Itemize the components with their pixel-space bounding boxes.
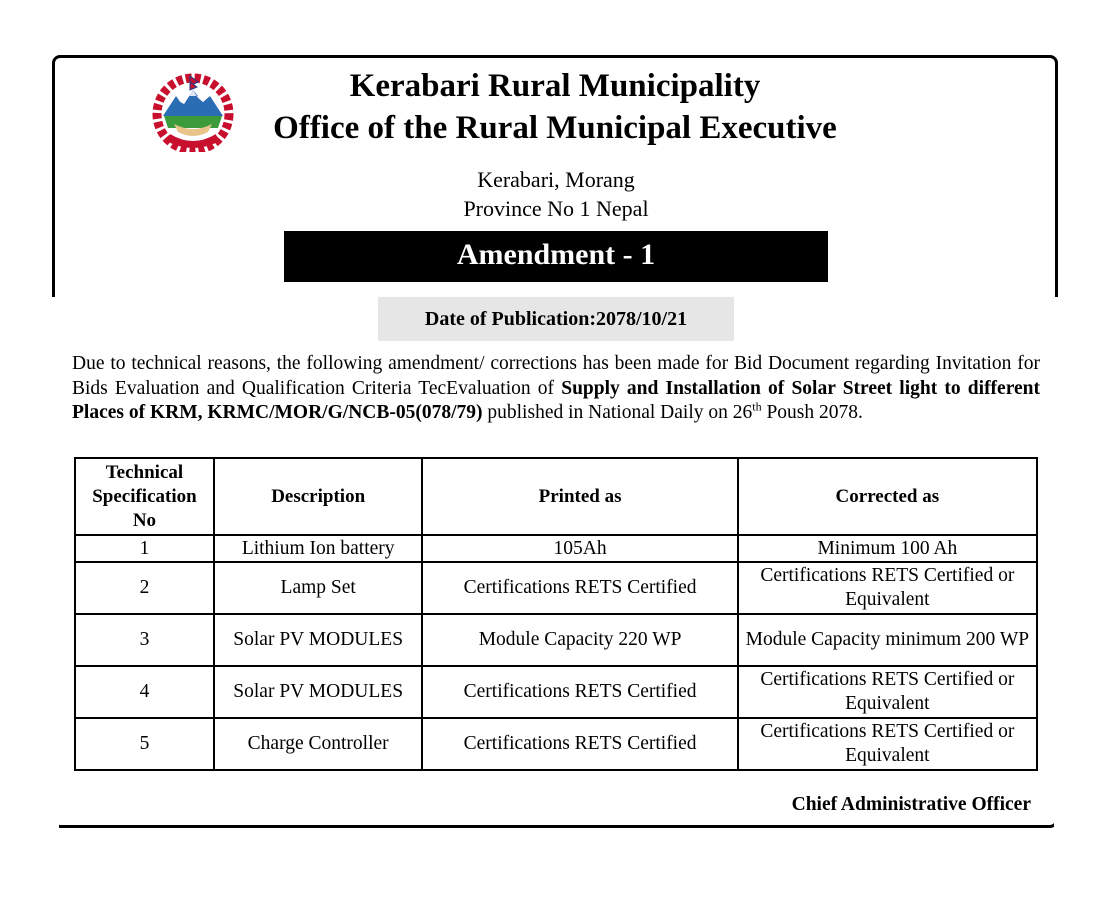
cell-printed-as: 105Ah (422, 535, 737, 562)
cell-description: Charge Controller (214, 718, 423, 770)
cell-corrected-as: Certifications RETS Certified or Equivalent (738, 666, 1037, 718)
cell-spec-no: 1 (75, 535, 214, 562)
header-spec-no: Technical Specification No (75, 458, 214, 535)
cell-corrected-as: Certifications RETS Certified or Equivalent (738, 562, 1037, 614)
cell-description: Solar PV MODULES (214, 614, 423, 666)
cell-printed-as: Module Capacity 220 WP (422, 614, 737, 666)
header-corrected-as: Corrected as (738, 458, 1037, 535)
address-line-1: Kerabari, Morang (477, 167, 635, 192)
cell-corrected-as: Minimum 100 Ah (738, 535, 1037, 562)
table-row (75, 666, 1037, 718)
cell-corrected-as: Certifications RETS Certified or Equivalent (738, 718, 1037, 770)
notice-text-part-3: Poush 2078. (761, 402, 863, 423)
amendment-table (74, 457, 1038, 771)
notice-superscript: th (752, 399, 762, 414)
table-row (75, 718, 1037, 770)
address-line-2: Province No 1 Nepal (463, 196, 649, 221)
cell-printed-as: Certifications RETS Certified (422, 562, 737, 614)
frame-gap-right (1054, 297, 1066, 830)
signatory-title: Chief Administrative Officer (791, 794, 1031, 815)
frame-gap-left (47, 297, 59, 830)
table-row (75, 535, 1037, 562)
cell-printed-as: Certifications RETS Certified (422, 718, 737, 770)
cell-description: Lamp Set (214, 562, 423, 614)
cell-printed-as: Certifications RETS Certified (422, 666, 737, 718)
publication-date-box: Date of Publication:2078/10/21 (378, 297, 734, 341)
nepal-emblem-icon (146, 72, 240, 152)
municipality-title: Kerabari Rural Municipality (349, 68, 761, 104)
cell-description: Lithium Ion battery (214, 535, 423, 562)
cell-spec-no: 4 (75, 666, 214, 718)
cell-spec-no: 2 (75, 562, 214, 614)
notice-paragraph (72, 352, 1040, 426)
cell-description: Solar PV MODULES (214, 666, 423, 718)
table-row (75, 614, 1037, 666)
header-description: Description (214, 458, 423, 535)
table-row (75, 562, 1037, 614)
cell-spec-no: 5 (75, 718, 214, 770)
header-printed-as: Printed as (422, 458, 737, 535)
cell-corrected-as: Module Capacity minimum 200 WP (738, 614, 1037, 666)
table-header-row (75, 458, 1037, 535)
notice-text-part-1: Due to technical reasons, the following amendment/ corrections has been made for Bid Document regarding Invitation for Bids Evaluation and Qualification Criteria TecEvaluation of (72, 353, 1040, 399)
cell-spec-no: 3 (75, 614, 214, 666)
office-title: Office of the Rural Municipal Executive (273, 110, 837, 146)
notice-bold-text: Supply and Installation of Solar Street light to different Places of KRM, KRMC/MOR/G/NCB-05(078/79) (72, 377, 1041, 423)
notice-text-part-2: published in National Daily on 26 (482, 402, 753, 423)
amendment-banner: Amendment - 1 (284, 231, 828, 282)
